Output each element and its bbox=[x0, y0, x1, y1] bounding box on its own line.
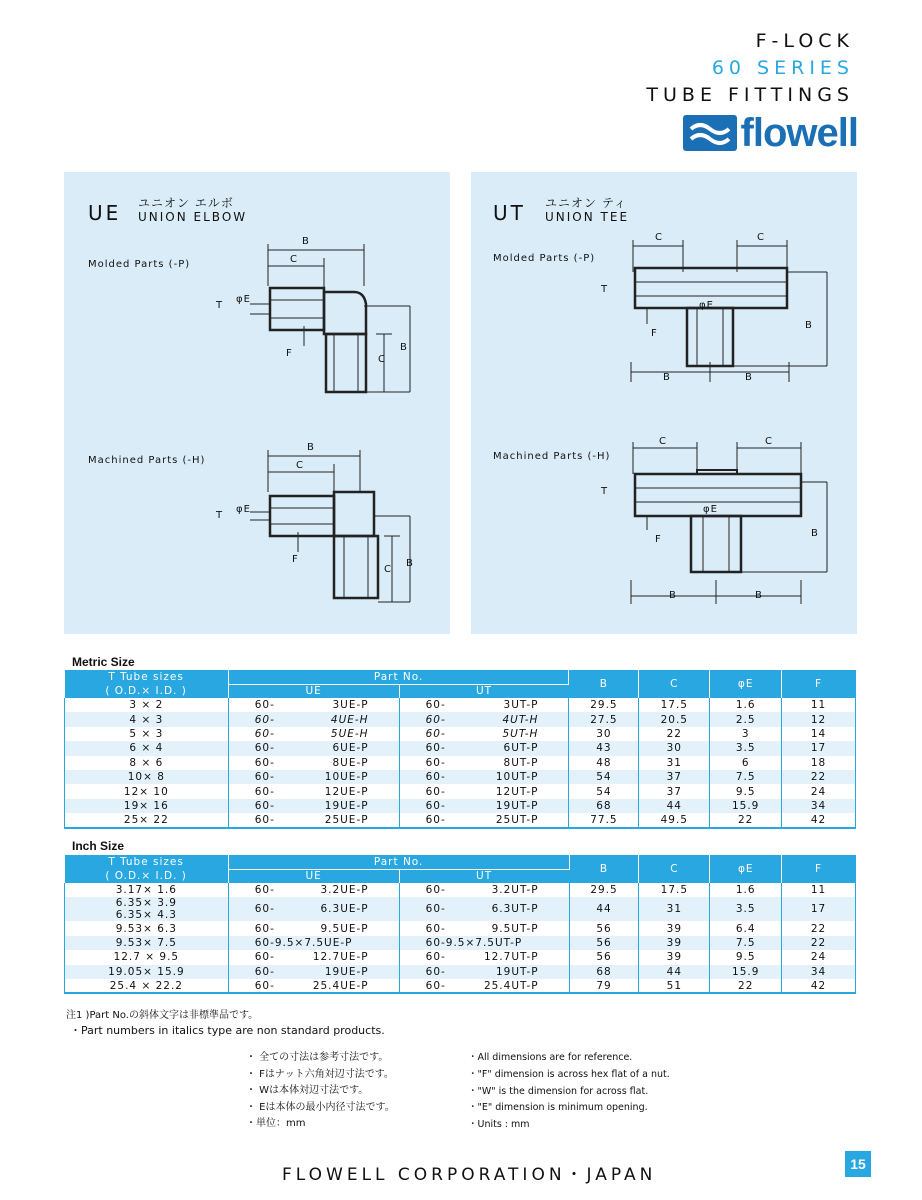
ut-prefix: 60- bbox=[425, 884, 446, 897]
ue-part bbox=[228, 712, 399, 726]
ut-part-suffix: 10UT-P bbox=[495, 771, 539, 784]
dim-c: 39 bbox=[639, 921, 710, 935]
ue-suffix: 6.3UE-P bbox=[320, 903, 369, 916]
ue-machined-dim-c-side: C bbox=[384, 564, 392, 575]
metric-col-tube2: ( O.D.× I.D. ) bbox=[65, 684, 229, 698]
ut-machined-label: Machined Parts (-H) bbox=[493, 451, 611, 462]
metric-col-b: B bbox=[569, 670, 639, 698]
ue-molded-dim-c: C bbox=[290, 254, 298, 265]
ut-prefix: 60- bbox=[425, 965, 446, 978]
ue-molded-dim-e: φE bbox=[236, 294, 251, 305]
dim-f: 34 bbox=[782, 965, 856, 979]
ut-part bbox=[399, 950, 569, 964]
header-series: 60 SERIES bbox=[711, 57, 854, 79]
dim-b: 48 bbox=[569, 756, 639, 770]
inch-col-partno: Part No. bbox=[228, 855, 569, 869]
inch-table bbox=[64, 855, 856, 994]
tube-size: 9.53× 7.5 bbox=[65, 936, 229, 950]
dim-c: 44 bbox=[639, 965, 710, 979]
ue-part bbox=[228, 741, 399, 755]
ut-part bbox=[399, 897, 569, 921]
dim-b: 54 bbox=[569, 784, 639, 798]
tube-size: 3.17× 1.6 bbox=[65, 883, 229, 897]
dim-f: 12 bbox=[782, 712, 856, 726]
ue-part-suffix: 3UE-P bbox=[332, 699, 369, 712]
dim-c: 31 bbox=[639, 897, 710, 921]
dim-e: 7.5 bbox=[710, 936, 782, 950]
ut-part bbox=[399, 936, 569, 950]
tube-size: 12× 10 bbox=[65, 784, 229, 798]
dim-e: 6 bbox=[710, 756, 782, 770]
ue-machined-dim-f: F bbox=[292, 554, 299, 565]
ut-jp-title: ユニオン ティ bbox=[545, 196, 627, 210]
ut-molded-label: Molded Parts (-P) bbox=[493, 253, 596, 264]
tube-size: 12.7 × 9.5 bbox=[65, 950, 229, 964]
ue-part bbox=[228, 921, 399, 935]
dim-e: 15.9 bbox=[710, 965, 782, 979]
dim-b: 56 bbox=[569, 936, 639, 950]
dim-f: 22 bbox=[782, 921, 856, 935]
ue-molded-dim-b-side: B bbox=[400, 342, 408, 353]
table-row bbox=[65, 813, 856, 827]
note-en-line: ・Units : mm bbox=[468, 1119, 530, 1131]
ue-molded-dim-c-side: C bbox=[378, 354, 386, 365]
dim-c: 37 bbox=[639, 784, 710, 798]
ut-part-prefix: 60- bbox=[425, 699, 446, 712]
table-row bbox=[65, 784, 856, 798]
ut-part bbox=[399, 770, 569, 784]
ue-part bbox=[228, 950, 399, 964]
tube-size: 19× 16 bbox=[65, 799, 229, 813]
ut-machined-dim-t: T bbox=[601, 486, 609, 497]
brand-name: flowell bbox=[740, 111, 858, 155]
ut-molded-dim-c-left: C bbox=[655, 232, 663, 243]
ut-part bbox=[399, 741, 569, 755]
ue-part-suffix: 5UE-H bbox=[330, 727, 369, 740]
dim-f: 42 bbox=[782, 813, 856, 827]
ut-part bbox=[399, 921, 569, 935]
ut-part-prefix: 60- bbox=[425, 756, 446, 769]
ue-suffix: 3.2UE-P bbox=[320, 884, 369, 897]
ue-part-prefix: 60- bbox=[254, 799, 275, 812]
dim-f: 22 bbox=[782, 936, 856, 950]
inch-col-c: C bbox=[639, 855, 710, 883]
ue-jp-title: ユニオン エルボ bbox=[138, 196, 234, 210]
ue-machined-drawing bbox=[204, 442, 424, 612]
table-row bbox=[65, 883, 856, 897]
ue-suffix: 12.7UE-P bbox=[312, 951, 369, 964]
ut-part-suffix: 6UT-P bbox=[503, 742, 539, 755]
ue-part-suffix: 19UE-P bbox=[324, 799, 369, 812]
metric-col-partno: Part No. bbox=[228, 670, 569, 684]
dim-c: 30 bbox=[639, 741, 710, 755]
ut-part-suffix: 5UT-H bbox=[502, 727, 539, 740]
ut-part bbox=[399, 965, 569, 979]
inch-col-tube: T Tube sizes bbox=[65, 855, 229, 869]
tube-size: 8 × 6 bbox=[65, 756, 229, 770]
ue-part-prefix: 60- bbox=[254, 713, 275, 726]
inch-col-ue: UE bbox=[228, 869, 399, 883]
note-jp-line: ・ Wは本体対辺寸法です。 bbox=[246, 1085, 369, 1096]
ue-part-suffix: 6UE-P bbox=[332, 742, 369, 755]
dim-b: 68 bbox=[569, 799, 639, 813]
ut-part-prefix: 60- bbox=[425, 799, 446, 812]
note-jp-line: ・ Eは本体の最小内径寸法です。 bbox=[246, 1101, 395, 1113]
ue-machined-dim-c: C bbox=[296, 460, 304, 471]
dim-b: 54 bbox=[569, 770, 639, 784]
ut-part-suffix: 3UT-P bbox=[503, 699, 539, 712]
dim-e: 1.6 bbox=[710, 883, 782, 897]
metric-table bbox=[64, 670, 856, 829]
ue-prefix: 60- bbox=[254, 979, 275, 992]
ut-molded-dim-t: T bbox=[601, 284, 609, 295]
ut-part bbox=[399, 784, 569, 798]
table-row bbox=[65, 770, 856, 784]
tube-size: 10× 8 bbox=[65, 770, 229, 784]
ue-part-suffix: 12UE-P bbox=[324, 785, 369, 798]
ue-part-suffix: 4UE-H bbox=[330, 713, 369, 726]
page-number: 15 bbox=[845, 1151, 871, 1177]
dim-c: 39 bbox=[639, 936, 710, 950]
ue-part bbox=[228, 813, 399, 827]
notes-en bbox=[468, 1050, 670, 1134]
ut-suffix: 3.2UT-P bbox=[491, 884, 539, 897]
dim-e: 2.5 bbox=[710, 712, 782, 726]
dim-b: 77.5 bbox=[569, 813, 639, 827]
wave-icon bbox=[683, 115, 737, 151]
dim-f: 11 bbox=[782, 698, 856, 712]
dim-f: 22 bbox=[782, 770, 856, 784]
dim-c: 20.5 bbox=[639, 712, 710, 726]
table-row bbox=[65, 799, 856, 813]
dim-b: 68 bbox=[569, 965, 639, 979]
ut-molded-dim-b-side: B bbox=[805, 320, 813, 331]
ue-molded-label: Molded Parts (-P) bbox=[88, 259, 191, 270]
ut-molded-dim-b-right: B bbox=[745, 372, 753, 383]
dim-c: 17.5 bbox=[639, 883, 710, 897]
dim-b: 30 bbox=[569, 727, 639, 741]
dim-e: 9.5 bbox=[710, 784, 782, 798]
dim-f: 14 bbox=[782, 727, 856, 741]
ut-part bbox=[399, 813, 569, 827]
dim-e: 3.5 bbox=[710, 741, 782, 755]
tube-size bbox=[65, 897, 229, 921]
ue-part-prefix: 60- bbox=[254, 771, 275, 784]
ut-part bbox=[399, 883, 569, 897]
ut-prefix: 60- bbox=[425, 922, 446, 935]
ue-prefix: 60- bbox=[254, 903, 275, 916]
ue-suffix: 9.5UE-P bbox=[320, 922, 369, 935]
ut-machined-drawing bbox=[601, 434, 851, 614]
ue-part-prefix: 60- bbox=[254, 756, 275, 769]
ue-prefix: 60- bbox=[254, 965, 275, 978]
table-row bbox=[65, 741, 856, 755]
ut-part bbox=[399, 727, 569, 741]
table-row bbox=[65, 756, 856, 770]
ut-part-prefix: 60- bbox=[425, 771, 446, 784]
ut-machined-dim-e: φE bbox=[703, 504, 718, 515]
ue-part bbox=[228, 756, 399, 770]
tube-size: 6 × 4 bbox=[65, 741, 229, 755]
ut-part-prefix: 60- bbox=[425, 785, 446, 798]
ut-machined-dim-c-right: C bbox=[765, 436, 773, 447]
metric-title: Metric Size bbox=[72, 655, 135, 669]
ut-machined-dim-c-left: C bbox=[659, 436, 667, 447]
ue-machined-dim-t: T bbox=[216, 510, 224, 521]
table-row bbox=[65, 965, 856, 979]
ut-en-title: UNION TEE bbox=[545, 210, 630, 224]
tube-size: 25× 22 bbox=[65, 813, 229, 827]
dim-b: 56 bbox=[569, 921, 639, 935]
ut-molded-dim-b-left: B bbox=[663, 372, 671, 383]
ue-part bbox=[228, 979, 399, 993]
ut-part-prefix: 60- bbox=[425, 742, 446, 755]
table-row bbox=[65, 698, 856, 712]
ue-part-suffix: 10UE-P bbox=[324, 771, 369, 784]
dim-c: 22 bbox=[639, 727, 710, 741]
ue-prefix: 60- bbox=[254, 884, 275, 897]
ut-suffix: 12.7UT-P bbox=[483, 951, 539, 964]
metric-col-e: φE bbox=[710, 670, 782, 698]
ut-part-prefix: 60- bbox=[425, 813, 446, 826]
ue-prefix: 60- bbox=[254, 951, 275, 964]
inch-col-e: φE bbox=[710, 855, 782, 883]
ut-part bbox=[399, 756, 569, 770]
ut-part-prefix: 60- bbox=[425, 727, 446, 740]
table-row bbox=[65, 712, 856, 726]
dim-b: 56 bbox=[569, 950, 639, 964]
ut-code: UT bbox=[493, 201, 526, 225]
ue-suffix: 25.4UE-P bbox=[312, 979, 369, 992]
table-row bbox=[65, 727, 856, 741]
ut-machined-dim-f: F bbox=[655, 534, 662, 545]
dim-f: 11 bbox=[782, 883, 856, 897]
ue-part bbox=[228, 698, 399, 712]
dim-c: 17.5 bbox=[639, 698, 710, 712]
dim-f: 24 bbox=[782, 784, 856, 798]
dim-b: 29.5 bbox=[569, 883, 639, 897]
inch-col-f: F bbox=[782, 855, 856, 883]
tube-size: 19.05× 15.9 bbox=[65, 965, 229, 979]
metric-col-ue: UE bbox=[228, 684, 399, 698]
ue-machined-dim-e: φE bbox=[236, 504, 251, 515]
ue-part-prefix: 60- bbox=[254, 813, 275, 826]
ut-part bbox=[399, 698, 569, 712]
dim-c: 51 bbox=[639, 979, 710, 993]
dim-c: 31 bbox=[639, 756, 710, 770]
ue-part-prefix: 60- bbox=[254, 785, 275, 798]
note-en-line: ・All dimensions are for reference. bbox=[468, 1052, 633, 1063]
ue-part bbox=[228, 965, 399, 979]
dim-f: 24 bbox=[782, 950, 856, 964]
ue-prefix: 60- bbox=[254, 922, 275, 935]
dim-e: 3.5 bbox=[710, 897, 782, 921]
ue-part-prefix: 60- bbox=[254, 699, 275, 712]
note-jp-line: ・単位：mm bbox=[246, 1118, 306, 1129]
inch-title: Inch Size bbox=[72, 839, 125, 853]
ue-molded-dim-b: B bbox=[302, 236, 310, 247]
dim-b: 44 bbox=[569, 897, 639, 921]
ut-molded-dim-e: φE bbox=[699, 300, 714, 311]
note-italic-jp: 注1 )Part No.の斜体文字は非標準品です。 bbox=[66, 1010, 259, 1021]
dim-c: 49.5 bbox=[639, 813, 710, 827]
dim-b: 43 bbox=[569, 741, 639, 755]
tube-size: 4 × 3 bbox=[65, 712, 229, 726]
note-en-line: ・"W" is the dimension for across flat. bbox=[468, 1085, 649, 1097]
ut-part bbox=[399, 979, 569, 993]
inch-col-ut: UT bbox=[399, 869, 569, 883]
ue-part bbox=[228, 727, 399, 741]
ut-suffix: 9.5UT-P bbox=[491, 922, 539, 935]
ue-molded-dim-f: F bbox=[286, 348, 293, 359]
flowell-logo bbox=[683, 111, 858, 155]
dim-e: 15.9 bbox=[710, 799, 782, 813]
ut-part-suffix: 25UT-P bbox=[495, 813, 539, 826]
tube-size: 25.4 × 22.2 bbox=[65, 979, 229, 993]
ue-part bbox=[228, 784, 399, 798]
ut-molded-drawing bbox=[601, 232, 851, 402]
dim-c: 44 bbox=[639, 799, 710, 813]
dim-e: 9.5 bbox=[710, 950, 782, 964]
dim-f: 18 bbox=[782, 756, 856, 770]
table-row bbox=[65, 950, 856, 964]
ue-code: UE bbox=[88, 201, 122, 225]
note-en-line: ・"F" dimension is across hex flat of a nut. bbox=[468, 1068, 670, 1080]
ue-part-prefix: 60- bbox=[254, 727, 275, 740]
dim-c: 39 bbox=[639, 950, 710, 964]
table-row bbox=[65, 897, 856, 921]
ut-suffix: 19UT-P bbox=[495, 965, 539, 978]
ue-part-suffix: 25UE-P bbox=[324, 813, 369, 826]
note-en-line: ・"E" dimension is minimum opening. bbox=[468, 1102, 648, 1114]
ue-part-prefix: 60- bbox=[254, 742, 275, 755]
dim-c: 37 bbox=[639, 770, 710, 784]
ut-part-suffix: 12UT-P bbox=[495, 785, 539, 798]
dim-f: 42 bbox=[782, 979, 856, 993]
table-row bbox=[65, 979, 856, 993]
ut-machined-dim-b-side: B bbox=[811, 528, 819, 539]
dim-e: 1.6 bbox=[710, 698, 782, 712]
tube-size: 3 × 2 bbox=[65, 698, 229, 712]
ue-en-title: UNION ELBOW bbox=[138, 210, 248, 224]
ue-part bbox=[228, 770, 399, 784]
ut-molded-dim-f: F bbox=[651, 328, 658, 339]
header-line3: TUBE FITTINGS bbox=[646, 84, 854, 106]
dim-b: 79 bbox=[569, 979, 639, 993]
dim-e: 22 bbox=[710, 979, 782, 993]
ue-molded-dim-t: T bbox=[216, 300, 224, 311]
inch-col-tube2: ( O.D.× I.D. ) bbox=[65, 869, 229, 883]
dim-f: 34 bbox=[782, 799, 856, 813]
ue-panel bbox=[64, 172, 450, 634]
ut-suffix: 25.4UT-P bbox=[483, 979, 539, 992]
ut-part bbox=[399, 712, 569, 726]
ut-part bbox=[399, 799, 569, 813]
dim-e: 22 bbox=[710, 813, 782, 827]
ue-molded-drawing bbox=[204, 236, 424, 406]
dim-b: 29.5 bbox=[569, 698, 639, 712]
note-italic-en: ・Part numbers in italics type are non standard products. bbox=[70, 1024, 385, 1037]
ue-machined-dim-b: B bbox=[307, 442, 315, 453]
ue-part-number: 60-9.5×7.5UE-P bbox=[254, 936, 353, 949]
metric-col-f: F bbox=[782, 670, 856, 698]
ut-part-number: 60-9.5×7.5UT-P bbox=[425, 936, 523, 949]
table-row bbox=[65, 921, 856, 935]
dim-f: 17 bbox=[782, 741, 856, 755]
ut-part-suffix: 8UT-P bbox=[503, 756, 539, 769]
tube-size: 9.53× 6.3 bbox=[65, 921, 229, 935]
metric-col-ut: UT bbox=[399, 684, 569, 698]
ut-panel bbox=[471, 172, 857, 634]
note-jp-line: ・ Fはナット六角対辺寸法です。 bbox=[246, 1068, 394, 1080]
ue-part bbox=[228, 883, 399, 897]
metric-col-c: C bbox=[639, 670, 710, 698]
dim-e: 3 bbox=[710, 727, 782, 741]
ut-prefix: 60- bbox=[425, 951, 446, 964]
tube-size-a: 6.35× 3.9 bbox=[115, 897, 177, 910]
inch-col-b: B bbox=[569, 855, 639, 883]
ut-part-suffix: 4UT-H bbox=[502, 713, 539, 726]
dim-e: 7.5 bbox=[710, 770, 782, 784]
tube-size: 5 × 3 bbox=[65, 727, 229, 741]
company-footer: FLOWELL CORPORATION・JAPAN bbox=[282, 1165, 657, 1185]
note-jp-line: ・ 全ての寸法は参考寸法です。 bbox=[246, 1052, 389, 1063]
dim-f: 17 bbox=[782, 897, 856, 921]
ut-prefix: 60- bbox=[425, 903, 446, 916]
ut-prefix: 60- bbox=[425, 979, 446, 992]
tube-size-b: 6.35× 4.3 bbox=[115, 909, 177, 922]
ut-part-prefix: 60- bbox=[425, 713, 446, 726]
ut-suffix: 6.3UT-P bbox=[491, 903, 539, 916]
ue-machined-dim-b-side: B bbox=[406, 558, 414, 569]
ue-suffix: 19UE-P bbox=[324, 965, 369, 978]
ue-part bbox=[228, 799, 399, 813]
ut-molded-dim-c-right: C bbox=[757, 232, 765, 243]
ue-part bbox=[228, 897, 399, 921]
ut-machined-dim-b-right: B bbox=[755, 590, 763, 601]
ue-machined-label: Machined Parts (-H) bbox=[88, 455, 206, 466]
metric-col-tube: T Tube sizes bbox=[65, 670, 229, 684]
table-row bbox=[65, 936, 856, 950]
ue-part-suffix: 8UE-P bbox=[332, 756, 369, 769]
ut-part-suffix: 19UT-P bbox=[495, 799, 539, 812]
header-line1: F-LOCK bbox=[755, 30, 854, 52]
ue-part bbox=[228, 936, 399, 950]
dim-b: 27.5 bbox=[569, 712, 639, 726]
dim-e: 6.4 bbox=[710, 921, 782, 935]
ut-machined-dim-b-left: B bbox=[669, 590, 677, 601]
notes-jp bbox=[246, 1050, 395, 1133]
